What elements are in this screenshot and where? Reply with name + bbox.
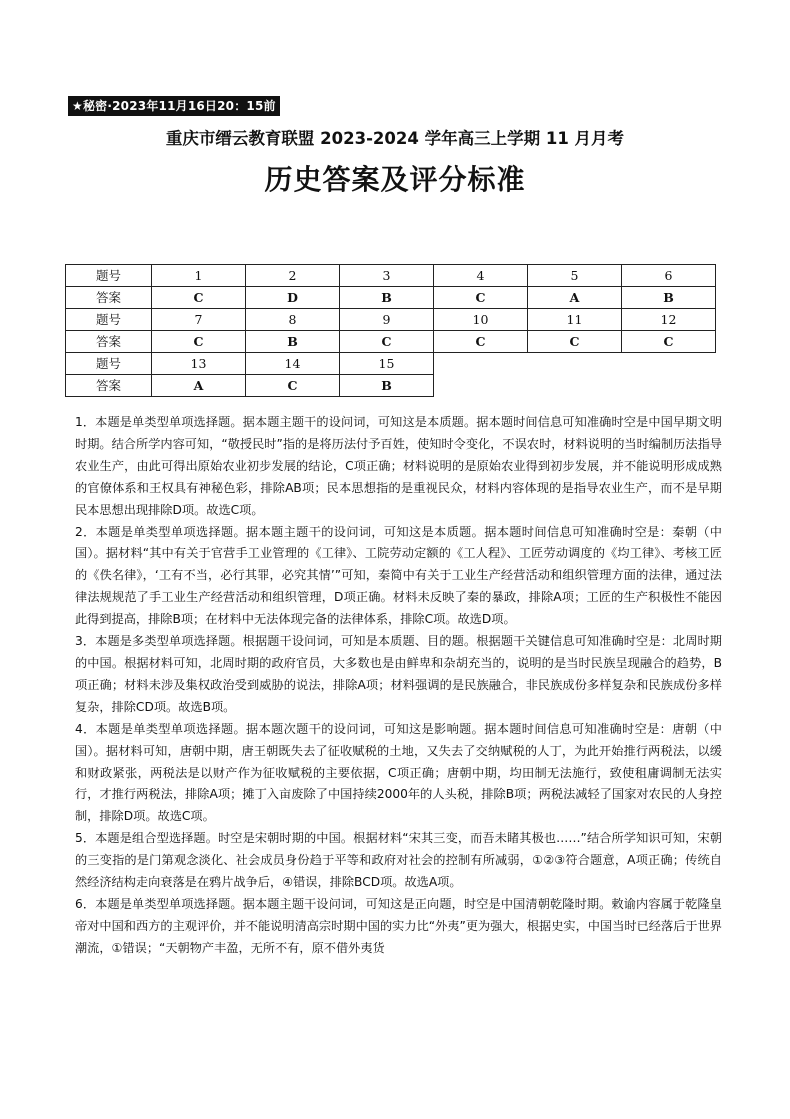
- answer-value: C: [528, 331, 622, 353]
- question-label: 题号: [66, 309, 152, 331]
- answer-value: C: [622, 331, 716, 353]
- table-row: [66, 331, 716, 353]
- question-number: 6: [622, 265, 716, 287]
- question-number: 15: [340, 353, 434, 375]
- answer-value: B: [340, 375, 434, 397]
- table-row: [66, 353, 716, 375]
- explanation-paragraph: 4．本题是单类型单项选择题。据本题次题干的设问词，可知这是影响题。据本题时间信息可知准确时空是：唐朝（中国）。据材料可知，唐朝中期，唐王朝既失去了征收赋税的土地，又失去了交纳赋税的人丁，为此开始推行两税法，以缓和财政紧张，两税法是以财产作为征收赋税的主要依据，C项正确；唐朝中期，均田制无法施行，致使租庸调制无法实行，才推行两税法，排除A项；摊丁入亩废除了中国持续2000年的人头税，排除B项；两税法减轻了国家对农民的人身控制，排除D项。故选C项。: [75, 721, 722, 824]
- question-number: 9: [340, 309, 434, 331]
- question-number: 7: [152, 309, 246, 331]
- answer-value: C: [340, 331, 434, 353]
- explanation-paragraph: 6．本题是单类型单项选择题。据本题主题干设问词，可知这是正向题，时空是中国清朝乾隆时期。敕谕内容属于乾隆皇帝对中国和西方的主观评价，并不能说明清高宗时期中国的实力比“外夷”更为强大，根据史实，中国当时已经落后于世界潮流，①错误；“天朝物产丰盈，无所不有，原不借外夷货: [75, 896, 722, 955]
- empty-cell: [434, 353, 716, 375]
- question-number: 10: [434, 309, 528, 331]
- question-number: 5: [528, 265, 622, 287]
- exam-subtitle: 重庆市缙云教育联盟 2023-2024 学年高三上学期 11 月月考: [165, 129, 625, 148]
- answer-value: C: [152, 331, 246, 353]
- table-row: [66, 375, 716, 397]
- explanations: [75, 412, 722, 960]
- answer-label: 答案: [66, 287, 152, 309]
- explanation-paragraph: 1．本题是单类型单项选择题。据本题主题干的设问词，可知这是本质题。据本题时间信息可知准确时空是中国早期文明时期。结合所学内容可知，“敬授民时”指的是将历法付予百姓，使知时令变化，不误农时，材料说明的当时编制历法指导农业生产，由此可得出原始农业初步发展的结论，C项正确；材料说明的是原始农业得到初步发展，并不能说明形成成熟的官僚体系和王权具有神秘色彩，排除AB项；民本思想指的是重视民众，材料内容体现的是指导农业生产，而不是早期民本思想出现排除D项。故选C项。: [75, 415, 722, 517]
- question-number: 13: [152, 353, 246, 375]
- question-number: 3: [340, 265, 434, 287]
- answer-value: C: [152, 287, 246, 309]
- question-number: 2: [246, 265, 340, 287]
- explanation-paragraph: 5．本题是组合型选择题。时空是宋朝时期的中国。根据材料“宋其三变，而吾未睹其极也……”结合所学知识可知，宋朝的三变指的是门第观念淡化、社会成员身份趋于平等和政府对社会的控制有所减弱，①②③符合题意，A项正确；传统自然经济结构走向衰落是在鸦片战争后，④错误，排除BCD项。故选A项。: [75, 831, 722, 890]
- table-row: [66, 265, 716, 287]
- answer-label: 答案: [66, 331, 152, 353]
- answer-value: C: [246, 375, 340, 397]
- answer-value: B: [340, 287, 434, 309]
- question-label: 题号: [66, 265, 152, 287]
- answer-value: B: [246, 331, 340, 353]
- empty-cell: [434, 375, 716, 397]
- question-number: 1: [152, 265, 246, 287]
- question-number: 14: [246, 353, 340, 375]
- question-number: 8: [246, 309, 340, 331]
- explanation-paragraph: 2．本题是单类型单项选择题。据本题主题干的设问词，可知这是本质题。据本题时间信息可知准确时空是：秦朝（中国）。据材料“其中有关于官营手工业管理的《工律》、工院劳动定额的《工人程》、工匠劳动调度的《均工律》、考核工匠的《佚名律》，‘工有不当，必行其罪，必究其情’”可知，秦简中有关于工业生产经营活动和组织管理方面的法律，通过法律法规规范了手工业生产经营活动和组织管理，D项正确。材料未反映了秦的暴政，排除A项；工匠的生产积极性不能因此得到提高，排除B项；在材料中无法体现完备的法律体系，排除C项。故选D项。: [75, 524, 722, 627]
- answer-value: C: [434, 331, 528, 353]
- answer-label: 答案: [66, 375, 152, 397]
- confidential-notice: ★秘密·2023年11月16日20：15前: [68, 96, 280, 116]
- explanation-paragraph: 3．本题是多类型单项选择题。根据题干设问词，可知是本质题、目的题。根据题干关键信息可知准确时空是：北周时期的中国。根据材料可知，北周时期的政府官员，大多数也是由鲜卑和杂胡充当的，说明的是当时民族呈现融合的趋势，B项正确；材料未涉及集权政治受到威胁的说法，排除A项；材料强调的是民族融合，非民族成份多样复杂和民族成份多样复杂，排除CD项。故选B项。: [75, 634, 722, 714]
- answer-table: [65, 264, 716, 397]
- answer-value: D: [246, 287, 340, 309]
- answer-value: A: [152, 375, 246, 397]
- question-number: 12: [622, 309, 716, 331]
- question-label: 题号: [66, 353, 152, 375]
- page-title: 历史答案及评分标准: [264, 163, 526, 196]
- question-number: 4: [434, 265, 528, 287]
- answer-value: A: [528, 287, 622, 309]
- answer-value: C: [434, 287, 528, 309]
- table-row: [66, 309, 716, 331]
- answer-value: B: [622, 287, 716, 309]
- question-number: 11: [528, 309, 622, 331]
- table-row: [66, 287, 716, 309]
